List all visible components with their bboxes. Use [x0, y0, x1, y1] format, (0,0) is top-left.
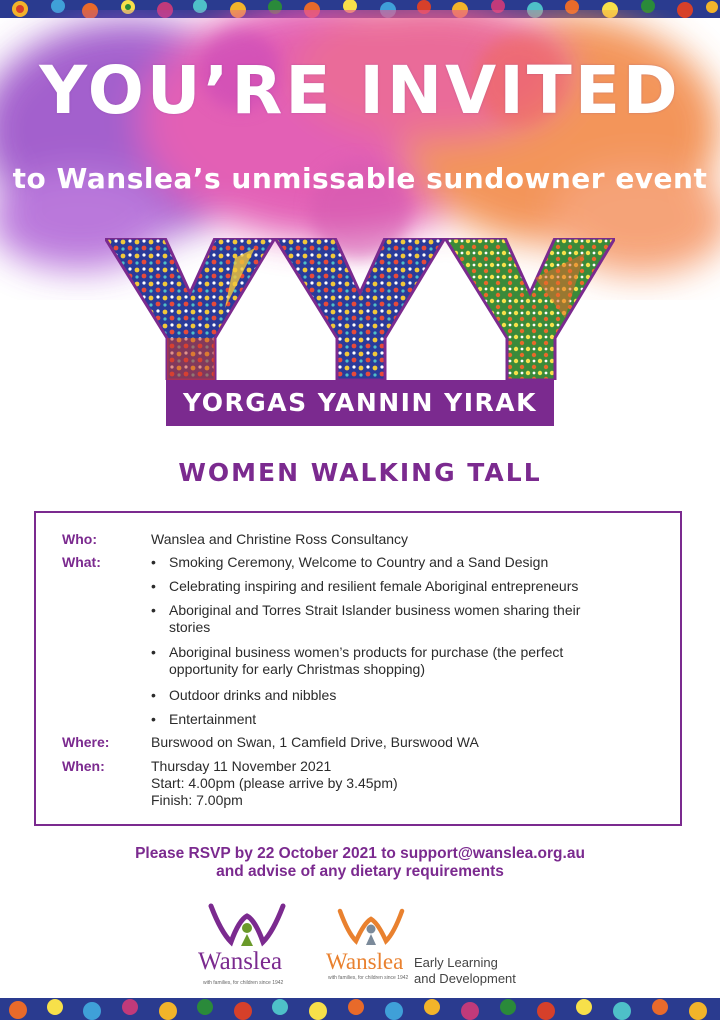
yyy-dot-art-logo	[105, 238, 615, 380]
page-subtitle: to Wanslea’s unmissable sundowner event	[12, 162, 708, 195]
when-date: Thursday 11 November 2021	[151, 758, 332, 774]
wanslea-logo-icon	[207, 900, 287, 955]
what-label: What:	[62, 554, 101, 570]
elad-logo-text-1: Early Learning	[414, 955, 498, 970]
where-value: Burswood on Swan, 1 Camfield Drive, Burswood WA	[151, 734, 479, 750]
dietary-line: and advise of any dietary requirements	[216, 863, 504, 880]
when-start: Start: 4.00pm (please arrive by 3.45pm)	[151, 775, 398, 791]
rsvp-line: Please RSVP by 22 October 2021 to support@wanslea.org.au	[135, 845, 585, 862]
wanslea-early-learning-logo	[326, 905, 536, 990]
elad-logo-tagline: with families, for children since 1942	[328, 975, 409, 981]
event-details-box: Who: Wanslea and Christine Ross Consultancy What: • Smoking Ceremony, Welcome to Country and a Sand Design • Celebrating inspiring and resilient female Aboriginal entrepreneurs • Aboriginal and Torres Strait Islander business women sharing their stories • Aboriginal business women’s products for purchase (the perfect opportunity for early Christmas shopping) • Outdoor drinks and nibbles • Entertainment Where: Burswood on Swan, 1 Camfield Drive, Burswood WA When: Thursday 11 November 2021 Start: 4.00pm (please arrive by 3.45pm) Finish: 7.00pm	[34, 511, 682, 826]
elad-logo-name: Wanslea	[326, 949, 404, 974]
when-finish: Finish: 7.00pm	[151, 792, 243, 808]
wanslea-logo	[195, 900, 305, 990]
who-label: Who:	[62, 531, 97, 547]
wanslea-logo-name: Wanslea	[198, 948, 283, 975]
elad-logo-text-2: and Development	[414, 971, 516, 986]
who-value: Wanslea and Christine Ross Consultancy	[151, 531, 409, 547]
page-title: YOU’RE INVITED	[39, 52, 681, 129]
aboriginal-art-border-bottom	[0, 998, 720, 1020]
wanslea-early-learning-logo-icon	[336, 905, 406, 951]
event-tagline: WOMEN WALKING TALL	[178, 458, 542, 487]
wanslea-logo-tagline: with families, for children since 1942	[203, 980, 284, 986]
event-name-banner: YORGAS YANNIN YIRAK	[166, 380, 554, 426]
when-label: When:	[62, 758, 105, 774]
where-label: Where:	[62, 734, 110, 750]
